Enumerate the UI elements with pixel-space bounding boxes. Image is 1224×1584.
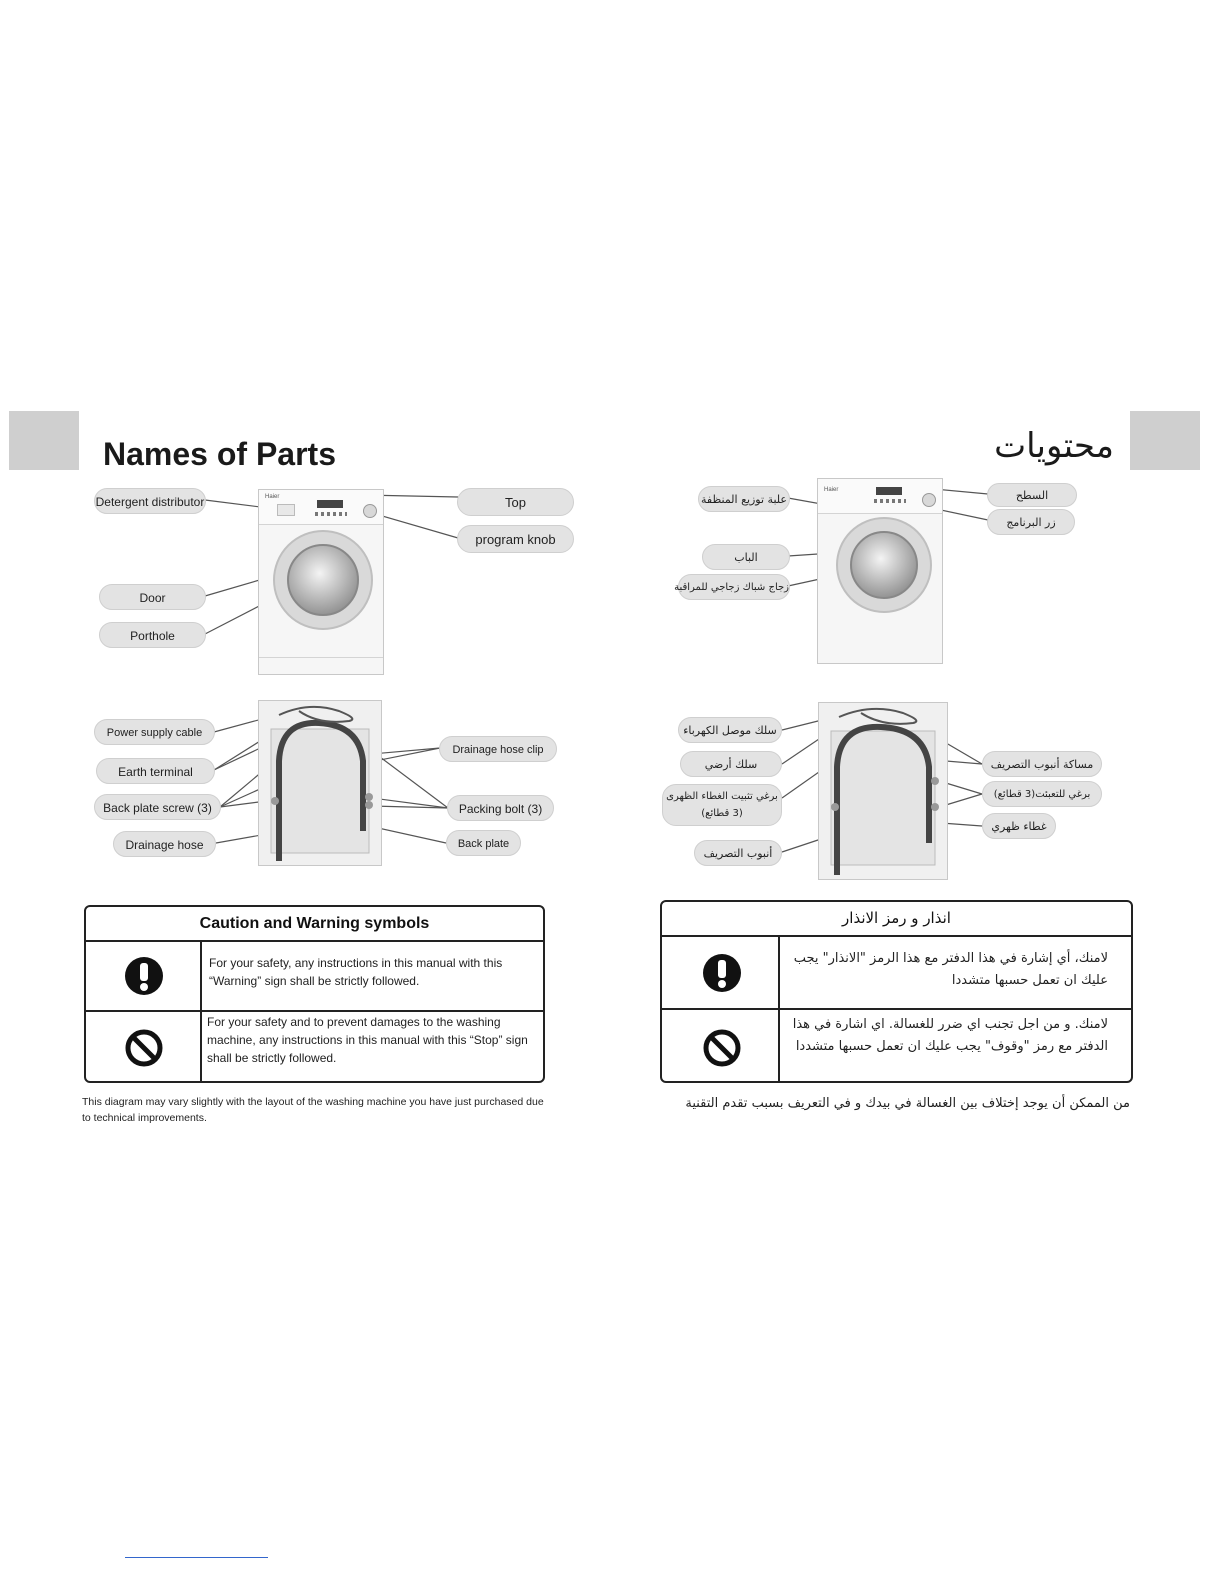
label-drainage-hose: Drainage hose — [113, 831, 216, 857]
program-knob-graphic — [363, 504, 377, 518]
label-detergent-distributor: Detergent distributor — [94, 488, 206, 514]
label-earth-terminal-ar: سلك أرضي — [680, 751, 782, 777]
door-graphic-ar — [836, 517, 932, 613]
table-row-separator-ar — [662, 1008, 1131, 1010]
washing-machine-front-image-ar — [817, 478, 943, 664]
label-top-ar: السطح — [987, 483, 1077, 507]
label-top: Top — [457, 488, 574, 516]
label-door-ar: الباب — [702, 544, 790, 570]
label-program-knob: program knob — [457, 525, 574, 553]
label-power-supply-cable: Power supply cable — [94, 719, 215, 745]
label-packing-bolt-ar: برغي للتعبئت(3 قطائع) — [982, 781, 1102, 807]
caution-warning-table — [84, 905, 545, 1083]
caution-heading: Caution and Warning symbols — [86, 907, 543, 942]
control-panel-ar — [818, 479, 942, 514]
label-earth-terminal: Earth terminal — [96, 758, 215, 784]
door-graphic — [273, 530, 373, 630]
control-panel — [259, 490, 383, 525]
stop-instruction-text-ar: لامنك. و من اجل تجنب اي ضرر للغسالة. اي اشارة في هذا الدفتر مع رمز "وقوف" يجب عليك ان تعمل حسبها متشددا — [792, 1017, 1108, 1054]
diagram-variation-note: This diagram may vary slightly with the layout of the washing machine you have just purchased due to technical improvements. — [82, 1096, 544, 1124]
label-program-knob-ar: زر البرنامج — [987, 509, 1075, 535]
label-back-plate: Back plate — [446, 830, 521, 856]
footer-rule — [125, 1557, 268, 1558]
label-drainage-hose-ar: أنبوب التصريف — [694, 840, 782, 866]
warning-instruction-text-ar: لامنك، أي إشارة في هذا الدفتر مع هذا الرمز "الانذار" يجب عليك ان تعمل حسبها متشددا — [793, 951, 1108, 988]
label-drainage-hose-clip-ar: مساكة أنبوب التصريف — [982, 751, 1102, 777]
label-back-plate-screw: Back plate screw (3) — [94, 794, 221, 820]
prohibition-icon — [124, 1028, 164, 1068]
exclamation-circle-icon-ar — [702, 953, 742, 993]
detergent-drawer-graphic — [277, 504, 295, 516]
brand-logo: Haier — [265, 494, 280, 500]
button-row-ar — [874, 499, 906, 503]
porthole-graphic — [287, 544, 359, 616]
diagram-variation-note-ar: من الممكن أن يوجد إختلاف بين الغسالة في بيدك و في التعريف بسبب تقدم التقنية — [685, 1096, 1130, 1111]
label-back-plate-ar: غطاء ظهري — [982, 813, 1056, 839]
table-row-separator — [86, 1010, 543, 1012]
washing-machine-front-image — [258, 489, 384, 675]
washing-machine-back-image — [258, 700, 382, 866]
label-packing-bolt: Packing bolt (3) — [447, 795, 554, 821]
label-detergent-distributor-ar: علبة توزيع المنظفة — [698, 486, 790, 512]
back-hoses-graphic-ar — [819, 703, 947, 879]
label-porthole: Porthole — [99, 622, 206, 648]
display-panel-ar — [876, 487, 902, 495]
kickplate-graphic — [259, 657, 383, 674]
back-hoses-graphic — [259, 701, 381, 865]
label-drainage-hose-clip: Drainage hose clip — [439, 736, 557, 762]
caution-heading-ar: انذار و رمز الانذار — [662, 902, 1131, 937]
program-knob-graphic-ar — [922, 493, 936, 507]
page-title-en: Names of Parts — [103, 436, 336, 472]
display-panel — [317, 500, 343, 508]
exclamation-circle-icon — [124, 956, 164, 996]
porthole-graphic-ar — [850, 531, 918, 599]
prohibition-icon-ar — [702, 1028, 742, 1068]
label-porthole-ar: زجاج شباك زجاجي للمراقبة — [678, 574, 790, 600]
caution-warning-table-ar — [660, 900, 1133, 1083]
button-row — [315, 512, 347, 516]
washing-machine-back-image-ar — [818, 702, 948, 880]
label-door: Door — [99, 584, 206, 610]
brand-logo-ar: Haier — [824, 487, 839, 493]
label-power-supply-cable-ar: سلك موصل الكهرباء — [678, 717, 782, 743]
label-back-plate-screw-ar: برغي تثبيت الغطاء الظهرى (3 قطائع) — [662, 784, 782, 826]
page-title-ar: محتويات — [994, 426, 1114, 466]
stop-instruction-text: For your safety and to prevent damages to the washing machine, any instructions in this manual with this “Stop” sign shall be strictly followed. — [207, 1015, 528, 1065]
warning-instruction-text: For your safety, any instructions in this manual with this “Warning” sign shall be strictly followed. — [209, 956, 503, 988]
